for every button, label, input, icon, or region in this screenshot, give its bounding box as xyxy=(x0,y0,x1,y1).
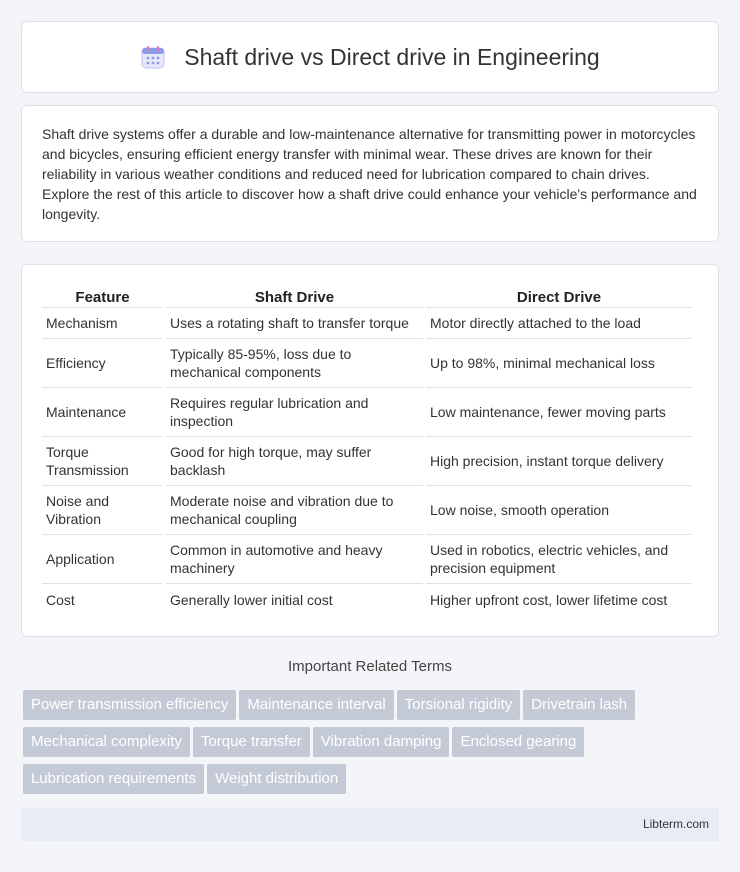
header-shaft-drive: Shaft Drive xyxy=(166,287,423,308)
table-cell-direct: Motor directly attached to the load xyxy=(426,308,692,339)
table-cell-feature: Maintenance xyxy=(42,388,163,437)
table-cell-direct: Higher upfront cost, lower lifetime cost xyxy=(430,591,668,608)
table-cell-shaft: Moderate noise and vibration due to mechanical coupling xyxy=(166,486,423,535)
table-row xyxy=(42,584,692,615)
table-cell-shaft: Requires regular lubrication and inspection xyxy=(166,388,423,437)
intro-text: Shaft drive systems offer a durable and low-maintenance alternative for transmitting power in motorcycles and bicycles, ensuring efficient energy transfer with minimal wear. These drives are known for their reliability in various weather conditions and reduced need for lubrication compared to chain drives. Explore the rest of this article to discover how a shaft drive could enhance your vehicle's performance and longevity. xyxy=(42,126,697,222)
header-feature: Feature xyxy=(42,287,163,308)
table-cell-direct: High precision, instant torque delivery xyxy=(426,437,692,486)
comparison-table-card xyxy=(21,264,719,637)
table-row xyxy=(42,535,692,584)
header-direct-drive: Direct Drive xyxy=(426,287,692,308)
related-term-tag[interactable]: Power transmission efficiency xyxy=(23,690,236,720)
related-term-tag[interactable]: Enclosed gearing xyxy=(452,727,584,757)
table-row xyxy=(42,308,692,339)
table-row xyxy=(42,437,692,486)
table-cell-direct: Up to 98%, minimal mechanical loss xyxy=(426,339,692,388)
calendar-icon xyxy=(140,44,166,70)
related-term-tag[interactable]: Vibration damping xyxy=(313,727,450,757)
table-row xyxy=(42,339,692,388)
related-term-tag[interactable]: Torque transfer xyxy=(193,727,310,757)
table-cell-shaft: Uses a rotating shaft to transfer torque xyxy=(166,308,423,339)
page-title: Shaft drive vs Direct drive in Engineering xyxy=(184,43,600,70)
table-cell-feature: Application xyxy=(42,535,163,584)
related-term-tag[interactable]: Maintenance interval xyxy=(239,690,393,720)
related-term-tag[interactable]: Mechanical complexity xyxy=(23,727,190,757)
related-term-tag[interactable]: Torsional rigidity xyxy=(397,690,521,720)
comparison-table xyxy=(39,287,695,615)
intro-card xyxy=(21,105,719,242)
table-cell-direct: Used in robotics, electric vehicles, and precision equipment xyxy=(426,535,692,584)
table-cell-direct: Low maintenance, fewer moving parts xyxy=(426,388,692,437)
table-header-row xyxy=(42,287,692,308)
related-terms-list xyxy=(23,690,723,801)
table-row xyxy=(42,388,692,437)
table-cell-shaft: Common in automotive and heavy machinery xyxy=(166,535,423,584)
table-row xyxy=(42,486,692,535)
table-cell-direct: Low noise, smooth operation xyxy=(426,486,692,535)
table-cell-feature: Cost xyxy=(46,591,75,608)
table-cell-shaft: Typically 85-95%, loss due to mechanical components xyxy=(166,339,423,388)
related-term-tag[interactable]: Drivetrain lash xyxy=(523,690,635,720)
table-cell-feature: Efficiency xyxy=(42,339,163,388)
table-cell-feature: Mechanism xyxy=(42,308,163,339)
related-term-tag[interactable]: Lubrication requirements xyxy=(23,764,204,794)
table-cell-shaft: Generally lower initial cost xyxy=(170,591,333,608)
footer xyxy=(21,808,719,841)
header-card xyxy=(21,21,719,93)
related-terms-title: Important Related Terms xyxy=(288,658,452,675)
footer-site-link[interactable]: Libterm.com xyxy=(642,817,709,831)
table-cell-feature: Torque Transmission xyxy=(42,437,163,486)
table-cell-feature: Noise and Vibration xyxy=(42,486,163,535)
table-cell-shaft: Good for high torque, may suffer backlash xyxy=(166,437,423,486)
related-term-tag[interactable]: Weight distribution xyxy=(207,764,346,794)
